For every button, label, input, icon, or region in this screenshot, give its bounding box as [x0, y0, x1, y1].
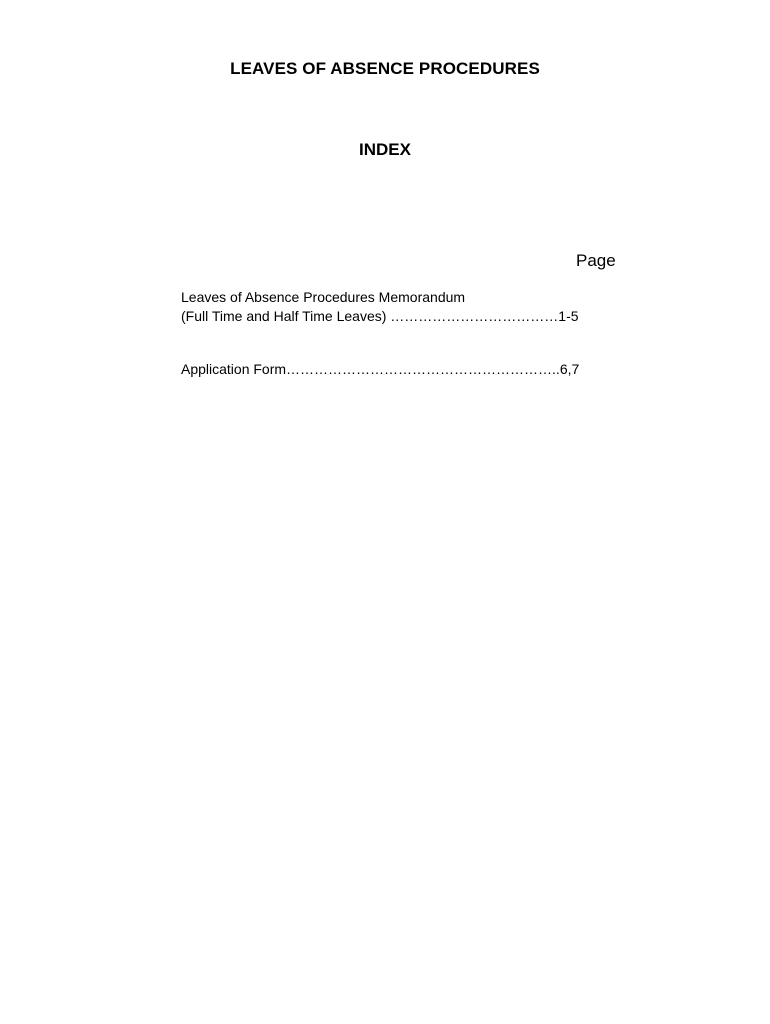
document-title: LEAVES OF ABSENCE PROCEDURES: [230, 59, 540, 78]
index-entry-application-form: [181, 360, 579, 379]
index-entry-memorandum-line1: Leaves of Absence Procedures Memorandum: [181, 289, 466, 305]
index-entry-application-form-line1: Application Form…………………………………………………..6,7: [181, 361, 580, 377]
page-column-header: Page: [576, 251, 616, 270]
index-entry-memorandum: [181, 288, 579, 326]
index-heading: INDEX: [359, 140, 411, 159]
index-entry-memorandum-line2: (Full Time and Half Time Leaves) ………………………………1-5: [181, 308, 579, 324]
